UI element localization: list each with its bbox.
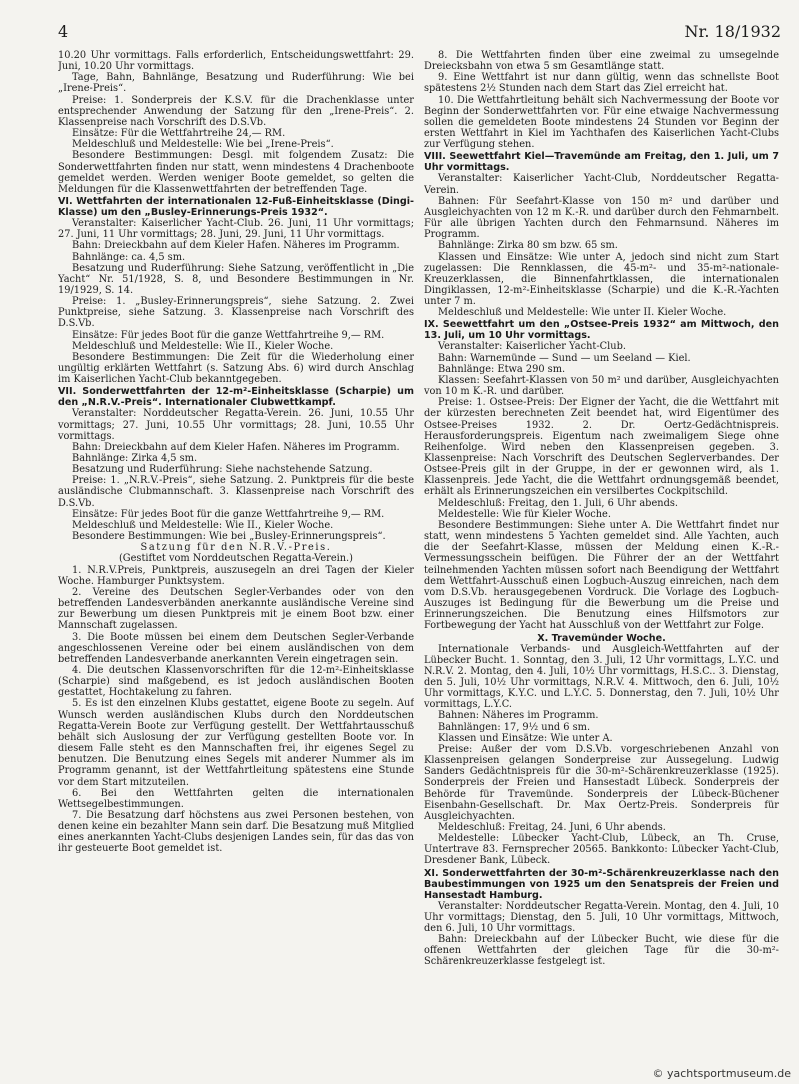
paragraph: Einsätze: Für jedes Boot für die ganze Wettfahrtreihe 9,— RM. [72, 508, 385, 520]
paragraph: Preise: Außer der vom D.S.Vb. vorgeschriebenen Anzahl von Klassenpreisen gelangen Sonderpreise zur Aussegelung. Ludwig Sanders Gedächtnispreis für die 30-m²-Schärenkreuzerklasse (1925). Sonderpreis der Freien und Hansestadt Lübeck. Sonderpreis der Behörde für Travemünde. Sonderpreis der Lübeck-Büchener Eisenbahn-Gesellschaft. Dr. Max Oertz-Preis. Sonderpreis für Ausgleichyachten. [424, 743, 779, 822]
paragraph: 2. Vereine des Deutschen Segler-Verbandes oder von den betreffenden Landesverbänden anerkannte ausländische Vereine sind zur Bewerbung um diesen Punktpreis mit je einem Boot bzw. einer Mannschaft zugelassen. [58, 586, 414, 632]
paragraph: Bahnlänge: ca. 4,5 sm. [72, 251, 186, 263]
paragraph: Bahnlänge: Etwa 290 sm. [438, 363, 566, 375]
section-heading: VIII. Seewettfahrt Kiel—Travemünde am Freitag, den 1. Juli, um 7 Uhr vormittags. [424, 151, 779, 174]
paragraph: Einsätze: Für die Wettfahrtreihe 24,— RM. [72, 128, 286, 140]
paragraph: Bahnlängen: 17, 9½ und 6 sm. [438, 721, 591, 733]
paragraph: Tage, Bahn, Bahnlänge, Besatzung und Ruderführung: Wie bei „Irene-Preis“. [58, 72, 414, 95]
paragraph: Meldeschluß: Freitag, 24. Juni, 6 Uhr abends. [438, 822, 666, 833]
paragraph: Bahn: Dreieckbahn auf dem Kieler Hafen. Näheres im Programm. [72, 441, 400, 453]
statute-subtitle: (Gestiftet vom Norddeutschen Regatta-Verein.) [118, 553, 353, 565]
paragraph: Internationale Verbands- und Ausgleich-Wettfahrten auf der Lübecker Bucht. 1. Sonntag, den 3. Juli, 12 Uhr vormittags, L.Y.C. und N.R.V. 2. Montag, den 4. Juli, 10½ Uhr vormittags, H.S.C.. 3. Dienstag, den 5. Juli, 10½ Uhr vormittags, N.R.V. 4. Mittwoch, den 6. Juli, 10½ Uhr vormittags, K.Y.C. und L.Y.C. 5. Donnerstag, den 7. Juli, 10½ Uhr vormittags, L.Y.C. [424, 643, 779, 711]
section-heading: VII. Sonderwettfahrten der 12-m²-Einheitsklasse (Scharpie) um den „N.R.V.-Preis“. Internationaler Clubwettkampf. [58, 386, 414, 409]
paragraph: Bahnlänge: Zirka 80 sm bzw. 65 sm. [438, 240, 618, 252]
paragraph: Besondere Bestimmungen: Die Zeit für die Wiederholung einer ungültig erklärten Wettfahrt (s. Satzung Abs. 6) wird durch Anschlag im Kaiserlichen Yacht-Club bekanntgegeben. [58, 351, 414, 386]
paragraph: Klassen und Einsätze: Wie unter A, jedoch sind nicht zum Start zugelassen: Die Rennklassen, die 45-m²- und 35-m²-nationale-Kreuzerklassen, die Binnenfahrtklassen, die internationalen Dingiklassen, 12-m²-Einheitsklasse (Scharpie) und die K.-R.-Yachten unter 7 m. [424, 251, 779, 308]
page-header [58, 22, 781, 44]
paragraph: Meldeschluß und Meldestelle: Wie unter II. Kieler Woche. [438, 307, 727, 319]
paragraph: Meldestelle: Wie für Kieler Woche. [438, 508, 611, 520]
paragraph: 4. Die deutschen Klassenvorschriften für die 12-m²-Einheitsklasse (Scharpie) sind maßgebend, es ist jedoch ausländischen Booten gestattet, Hochtakelung zu fahren. [58, 664, 414, 699]
paragraph: Veranstalter: Kaiserlicher Yacht-Club, Norddeutscher Regatta-Verein. [424, 173, 779, 196]
paragraph: Bahnlänge: Zirka 4,5 sm. [72, 453, 198, 464]
paragraph: Bahn: Dreieckbahn auf dem Kieler Hafen. Näheres im Programm. [72, 240, 400, 252]
paragraph: 7. Die Besatzung darf höchstens aus zwei Personen bestehen, von denen keine ein bezahlter Mann sein darf. Die Besatzung muß Mitglied eines anerkannten Yacht-Clubs desjenigen Landes sein, für das das von ihr gesteuerte Boot gemeldet ist. [58, 810, 414, 855]
page-number: 4 [58, 22, 69, 41]
issue-number: Nr. 18/1932 [684, 22, 781, 41]
paragraph: 8. Die Wettfahrten finden über eine zweimal zu umsegelnde Dreiecksbahn von etwa 5 sm Gesamtlänge statt. [424, 50, 779, 73]
paragraph: 6. Bei den Wettfahrten gelten die internationalen Wettsegelbestimmungen. [58, 787, 414, 810]
paragraph: Besondere Bestimmungen: Desgl. mit folgendem Zusatz: Die Sonderwettfahrten finden nur statt, wenn mindestens 4 Drachenboote gemeldet werden. Werden weniger Boote gemeldet, so gelten die Meldungen für die Klassenwettfahrten der betreffenden Tage. [58, 150, 414, 195]
paragraph: Veranstalter: Kaiserlicher Yacht-Club. [438, 341, 626, 353]
paragraph: 3. Die Boote müssen bei einem dem Deutschen Segler-Verbande angeschlossenen Vereine oder bei einem ausländischen von dem betreffenden Landesverbande anerkannten Verein eingetragen sein. [58, 631, 414, 665]
paragraph: Besatzung und Ruderführung: Siehe nachstehende Satzung. [72, 464, 373, 476]
statute-title: Satzung für den N.R.V.-Preis. [140, 542, 332, 554]
paragraph: 10.20 Uhr vormittags. Falls erforderlich, Entscheidungswettfahrt: 29. Juni, 10.20 Uhr vormittags. [58, 50, 414, 73]
paragraph: Besatzung und Ruderführung: Siehe Satzung, veröffentlicht in „Die Yacht“ Nr. 51/1928, S. 8, und Besondere Bestimmungen in Nr. 19/1929, S. 14. [58, 262, 414, 296]
paragraph: Veranstalter: Norddeutscher Regatta-Verein. 26. Juni, 10.55 Uhr vormittags; 27. Juni, 10.55 Uhr vormittags; 28. Juni, 10.55 Uhr vormittags. [58, 408, 414, 442]
paragraph: Bahn: Dreieckbahn auf der Lübecker Bucht, wie diese für die offenen Wettfahrten der gleichen Tage für die 30-m²-Schärenkreuzerklasse festgelegt ist. [424, 934, 779, 968]
left-column [58, 50, 414, 1060]
paragraph: Meldeschluß und Meldestelle: Wie II., Kieler Woche. [72, 519, 334, 531]
paragraph: Veranstalter: Kaiserlicher Yacht-Club. 26. Juni, 11 Uhr vormittags; 27. Juni, 11 Uhr vormittags; 28. Juni, 29. Juni, 11 Uhr vormittags. [58, 218, 414, 241]
paragraph: 1. N.R.V.Preis, Punktpreis, auszusegeln an drei Tagen der Kieler Woche. Hamburger Punktsystem. [58, 564, 414, 587]
watermark: © yachtsportmuseum.de [652, 1067, 791, 1080]
paragraph: Klassen: Seefahrt-Klassen von 50 m² und darüber, Ausgleichyachten von 10 m K.-R. und darüber. [424, 374, 779, 398]
right-column [424, 50, 779, 1060]
paragraph: 5. Es ist den einzelnen Klubs gestattet, eigene Boote zu segeln. Auf Wunsch werden ausländischen Klubs durch den Norddeutschen Regatta-Verein Boote zur Verfügung gestellt. Der Wettfahrtausschuß behält sich Auslosung der zur Verfügung gestellten Boote vor. In diesem Falle steht es den Mannschaften frei, ihr eigenes Segel zu benutzen. Die Benutzung eines Segels mit anderer Nummer als im Programm genannt, ist der Wettfahrtleitung spätestens eine Stunde vor dem Start mitzuteilen. [58, 698, 414, 788]
section-heading: XI. Sonderwettfahrten der 30-m²-Schärenkreuzerklasse nach den Baubestimmungen von 1925 um den Senatspreis der Freien und Hansestadt Hamburg. [424, 867, 779, 901]
paragraph: Klassen und Einsätze: Wie unter A. [438, 732, 613, 744]
paragraph: 9. Eine Wettfahrt ist nur dann gültig, wenn das schnellste Boot spätestens 2½ Stunden nach dem Start das Ziel erreicht hat. [424, 72, 779, 95]
paragraph: Meldeschluß und Meldestelle: Wie bei „Irene-Preis“. [72, 139, 334, 151]
paragraph: Meldestelle: Lübecker Yacht-Club, Lübeck, an Th. Cruse, Untertrave 83. Fernsprecher 20565. Bankkonto: Lübecker Yacht-Club, Dresdener Bank, Lübeck. [424, 833, 779, 867]
paragraph: Preise: 1. Sonderpreis der K.S.V. für die Drachenklasse unter entsprechender Anwendung der Satzung für den „Irene-Preis“. 2. Klassenpreise nach Vorschrift des D.S.Vb. [58, 94, 414, 128]
paragraph: 10. Die Wettfahrtleitung behält sich Nachvermessung der Boote vor Beginn der Sonderwettfahrten vor. Für eine etwaige Nachvermessung sollen die gemeldeten Boote mindestens 24 Stunden vor Beginn der ersten Wettfahrt in Kiel im Yachthafen des Kaiserlichen Yacht-Clubs zur Verfügung stehen. [424, 94, 779, 151]
paragraph: Preise: 1. „Busley-Erinnerungspreis“, siehe Satzung. 2. Zwei Punktpreise, siehe Satzung. 3. Klassenpreise nach Vorschrift des D.S.Vb. [58, 296, 414, 330]
paragraph: Preise: 1. „N.R.V.-Preis“, siehe Satzung. 2. Punktpreis für die beste ausländische Clubmannschaft. 3. Klassenpreise nach Vorschrift des D.S.Vb. [58, 475, 414, 509]
paragraph: Bahnen: Für Seefahrt-Klasse von 150 m² und darüber und Ausgleichyachten von 12 m K.-R. und darüber durch den Fehmarnbelt. Für alle übrigen Yachten durch den Fehmarnsund. Näheres im Programm. [424, 195, 779, 241]
paragraph: Bahnen: Näheres im Programm. [438, 710, 599, 722]
paragraph: Meldeschluß und Meldestelle: Wie II., Kieler Woche. [72, 340, 334, 352]
paragraph: Meldeschluß: Freitag, den 1. Juli, 6 Uhr abends. [438, 497, 678, 509]
paragraph: Besondere Bestimmungen: Siehe unter A. Die Wettfahrt findet nur statt, wenn mindestens 5 Yachten gemeldet sind. Alle Yachten, auch die der Seefahrt-Klasse, müssen der Meldung einen K.-R.-Vermessungsschein beifügen. Die Führer der an der Wettfahrt teilnehmenden Yachten müssen sofort nach Beendigung der Wettfahrt dem Wettfahrt-Ausschuß einen Logbuch-Auszug einreichen, nach dem vom D.S.Vb. herausgegebenen Vordruck. Die Vorlage des Logbuch-Auszuges ist Bedingung für die Bewerbung um die Preise und Erinnerungszeichen. Die Benutzung eines Hilfsmotors zur Fortbewegung der Yacht hat Ausschluß von der Wettfahrt zur Folge. [424, 519, 779, 632]
section-heading: VI. Wettfahrten der internationalen 12-Fuß-Einheitsklasse (Dingi-Klasse) um den „Busley-Erinnerungs-Preis 1932“. [58, 196, 414, 219]
section-heading: X. Travemünder Woche. [537, 632, 666, 644]
paragraph: Preise: 1. Ostsee-Preis: Der Eigner der Yacht, die die Wettfahrt mit der kürzesten berechneten Zeit beendet hat, wird Eigentümer des Ostsee-Preises 1932. 2. Dr. Oertz-Gedächtnispreis. Herausforderungspreis. Eigentum nach zweimaligem Siege ohne Reihenfolge. Wird neben den Klassenpreisen gegeben. 3. Klassenpreise: Nach Vorschrift des Deutschen Seglerverbandes. Der Ostsee-Preis gilt in der Gruppe, in der er gewonnen wird, als 1. Klassenpreis. Jede Yacht, die die Wettfahrt ordnungsgemäß beendet, erhält als Erinnerungszeichen ein versilbertes Cockpitschild. [424, 397, 779, 498]
section-heading: IX. Seewettfahrt um den „Ostsee-Preis 1932“ am Mittwoch, den 13. Juli, um 10 Uhr vormittags. [424, 319, 779, 342]
paragraph: Besondere Bestimmungen: Wie bei „Busley-Erinnerungspreis“. [72, 531, 386, 543]
paragraph: Einsätze: Für jedes Boot für die ganze Wettfahrtreihe 9,— RM. [72, 329, 385, 341]
paragraph: Veranstalter: Norddeutscher Regatta-Verein. Montag, den 4. Juli, 10 Uhr vormittags; Dienstag, den 5. Juli, 10 Uhr vormittags, Mittwoch, den 6. Juli, 10 Uhr vormittags. [424, 900, 779, 934]
paragraph: Bahn: Warnemünde — Sund — um Seeland — Kiel. [438, 352, 691, 364]
